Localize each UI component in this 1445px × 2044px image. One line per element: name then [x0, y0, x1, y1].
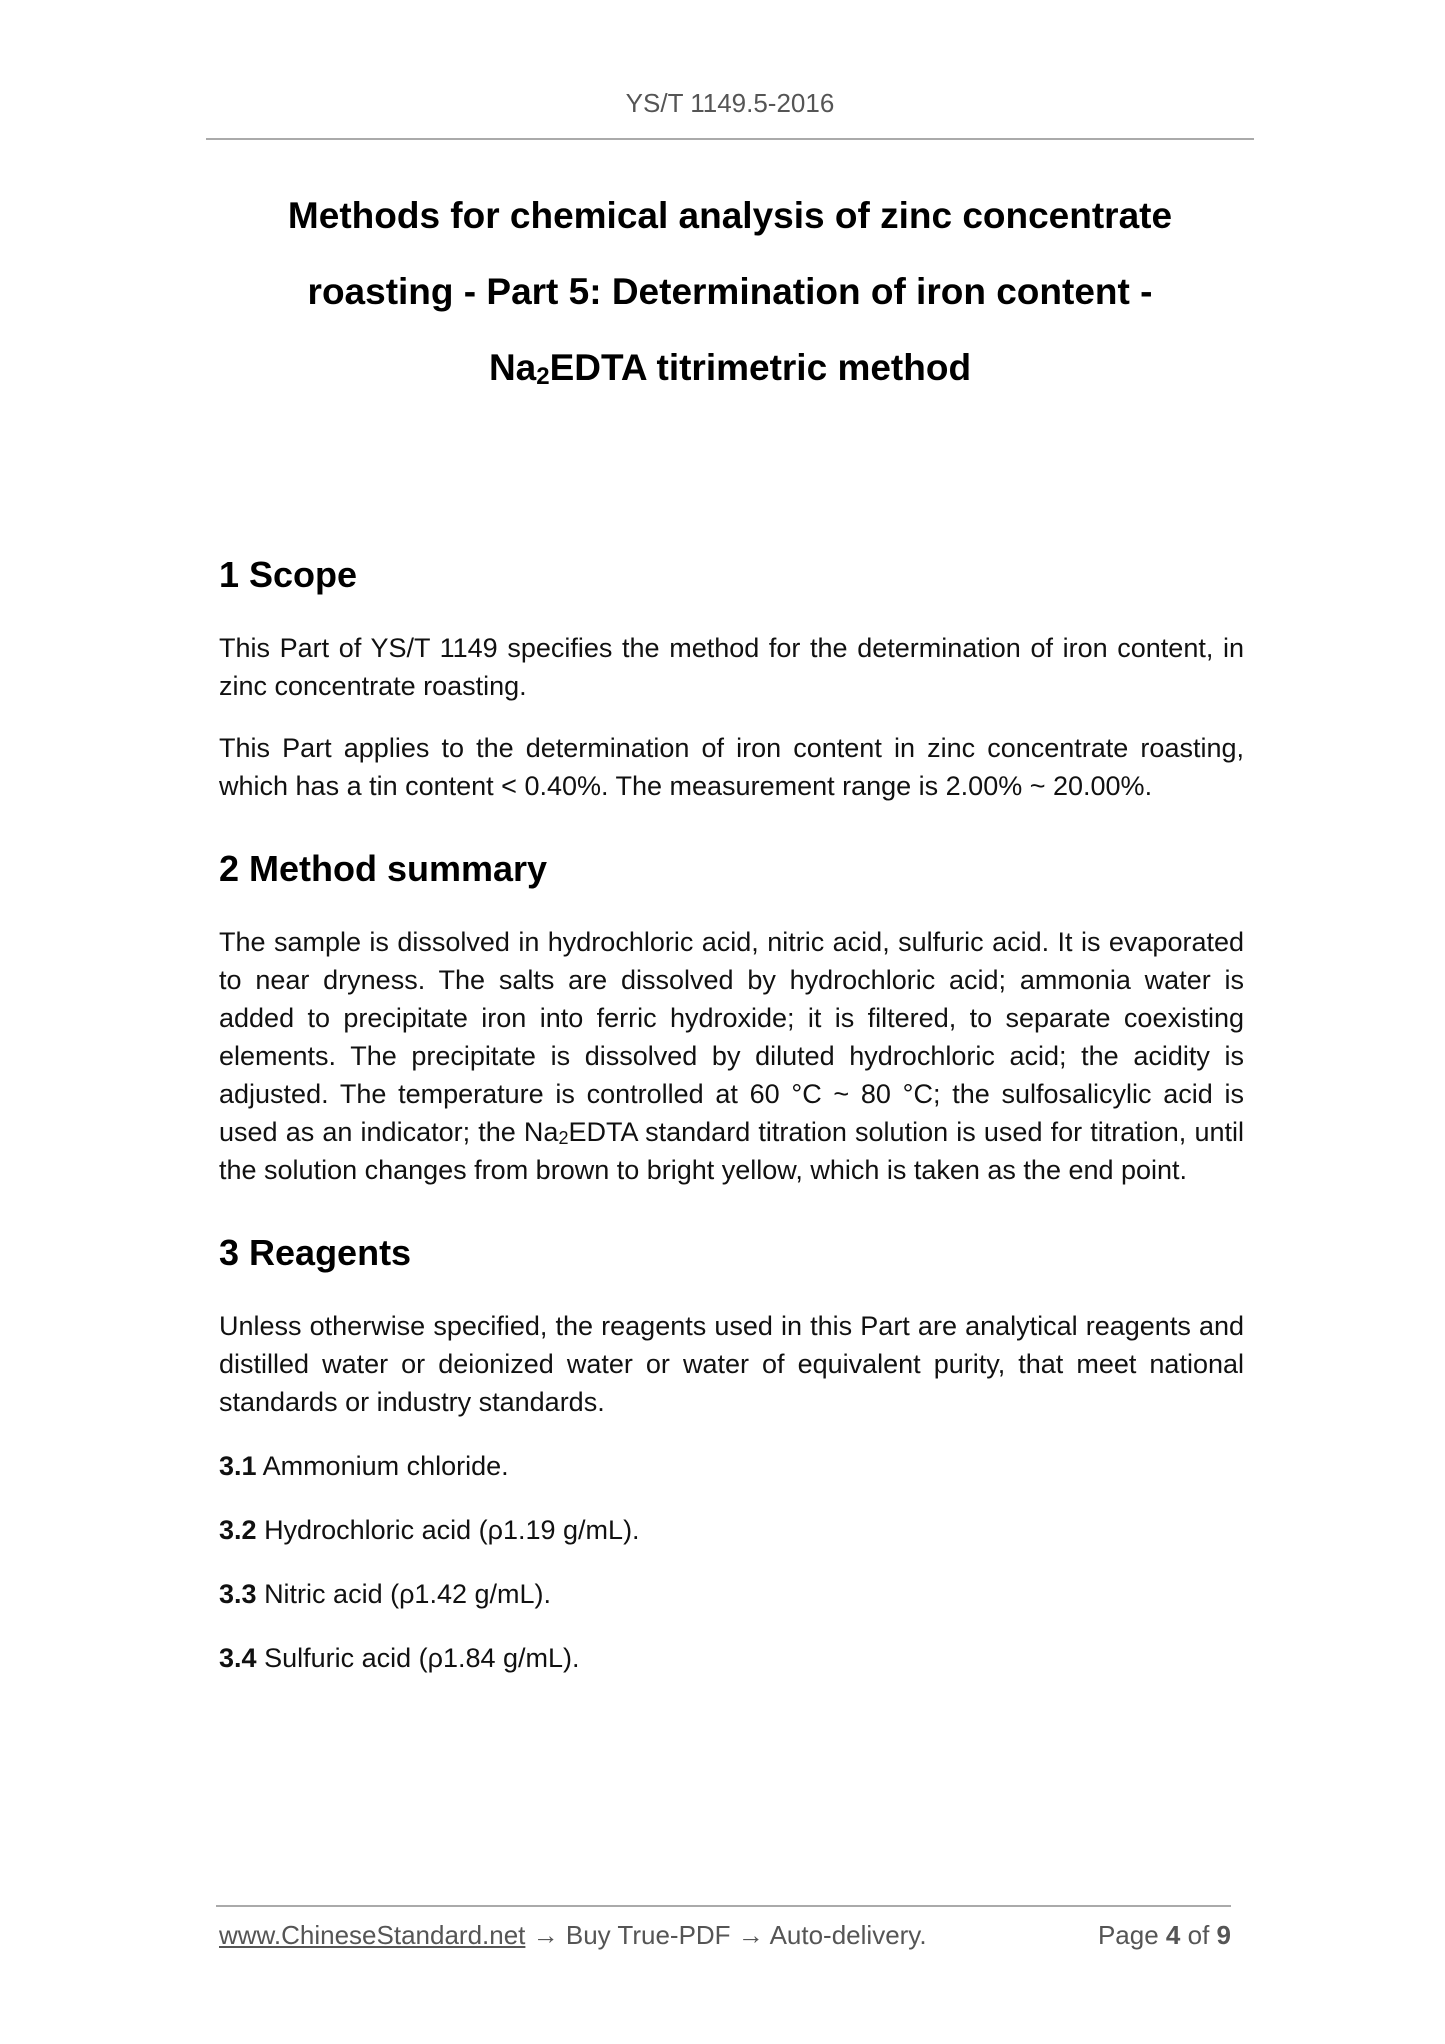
title-na: Na [488, 347, 537, 388]
title-line-1: Methods for chemical analysis of zinc concentrate [287, 195, 1173, 236]
document-title [206, 178, 1254, 406]
page-of: of [1187, 1920, 1210, 1950]
header-divider [206, 138, 1254, 140]
reagent-item [219, 1639, 1244, 1677]
reagent-text: Sulfuric acid (ρ1.84 g/mL). [264, 1643, 580, 1673]
method-summary-paragraph [219, 923, 1244, 1189]
reagents-intro: Unless otherwise specified, the reagents used in this Part are analytical reagents and distilled water or deionized water or water of equivalent purity, that meet national standards or industry standards. [219, 1311, 1244, 1417]
page-header-standard-code: YS/T 1149.5-2016 [625, 88, 835, 118]
title-subscript: 2 [536, 363, 550, 390]
page-total: 9 [1216, 1920, 1231, 1950]
reagent-number: 3.3 [219, 1579, 257, 1609]
reagent-item [219, 1511, 1244, 1549]
reagent-item [219, 1447, 1244, 1485]
page-label: Page [1097, 1920, 1159, 1950]
method-text-2: EDTA standard titration solution is used for titration, until the solution changes from brown to bright yellow, which is taken as the end point. [219, 1117, 1244, 1185]
section-heading-method-summary: 2 Method summary [219, 848, 548, 889]
section-heading-reagents: 3 Reagents [219, 1232, 412, 1273]
reagent-number: 3.1 [219, 1451, 257, 1481]
footer-promo-text: → Buy True-PDF → Auto-delivery. [525, 1920, 927, 1950]
page-current: 4 [1165, 1920, 1181, 1950]
page-indicator [1098, 1920, 1231, 1951]
reagent-text: Nitric acid (ρ1.42 g/mL). [264, 1579, 552, 1609]
method-subscript: 2 [558, 1128, 569, 1148]
footer-divider [216, 1905, 1231, 1907]
scope-paragraph-1: This Part of YS/T 1149 specifies the method for the determination of iron content, in zinc concentrate roasting. [219, 633, 1244, 701]
footer-promo [219, 1920, 927, 1951]
chinesestandard-link[interactable]: www.ChineseStandard.net [219, 1920, 526, 1950]
reagent-number: 3.2 [219, 1515, 257, 1545]
reagent-number: 3.4 [219, 1643, 257, 1673]
title-edta: EDTA titrimetric method [549, 347, 972, 388]
reagent-text: Hydrochloric acid (ρ1.19 g/mL). [264, 1515, 640, 1545]
title-line-2: roasting - Part 5: Determination of iron content - [307, 271, 1153, 312]
method-text-1: The sample is dissolved in hydrochloric acid, nitric acid, sulfuric acid. It is evaporated to near dryness. The salts are dissolved by hydrochloric acid; ammonia water is added to precipitate iron into ferric hydroxide; it is filtered, to separate coexisting elements. The precipitate is dissolved by diluted hydrochloric acid; the acidity is adjusted. The temperature is controlled at 60 °C ~ 80 °C; the sulfosalicylic acid is used as an indicator; the Na [219, 927, 1244, 1147]
title-line-3 [489, 347, 971, 388]
page-footer [219, 1920, 1231, 1951]
reagent-text: Ammonium chloride. [262, 1451, 509, 1481]
scope-paragraph-2: This Part applies to the determination of iron content in zinc concentrate roasting, which has a tin content < 0.40%. The measurement range is 2.00% ~ 20.00%. [219, 733, 1244, 801]
reagent-item [219, 1575, 1244, 1613]
section-heading-scope: 1 Scope [219, 554, 358, 595]
document-body [219, 545, 1244, 1677]
